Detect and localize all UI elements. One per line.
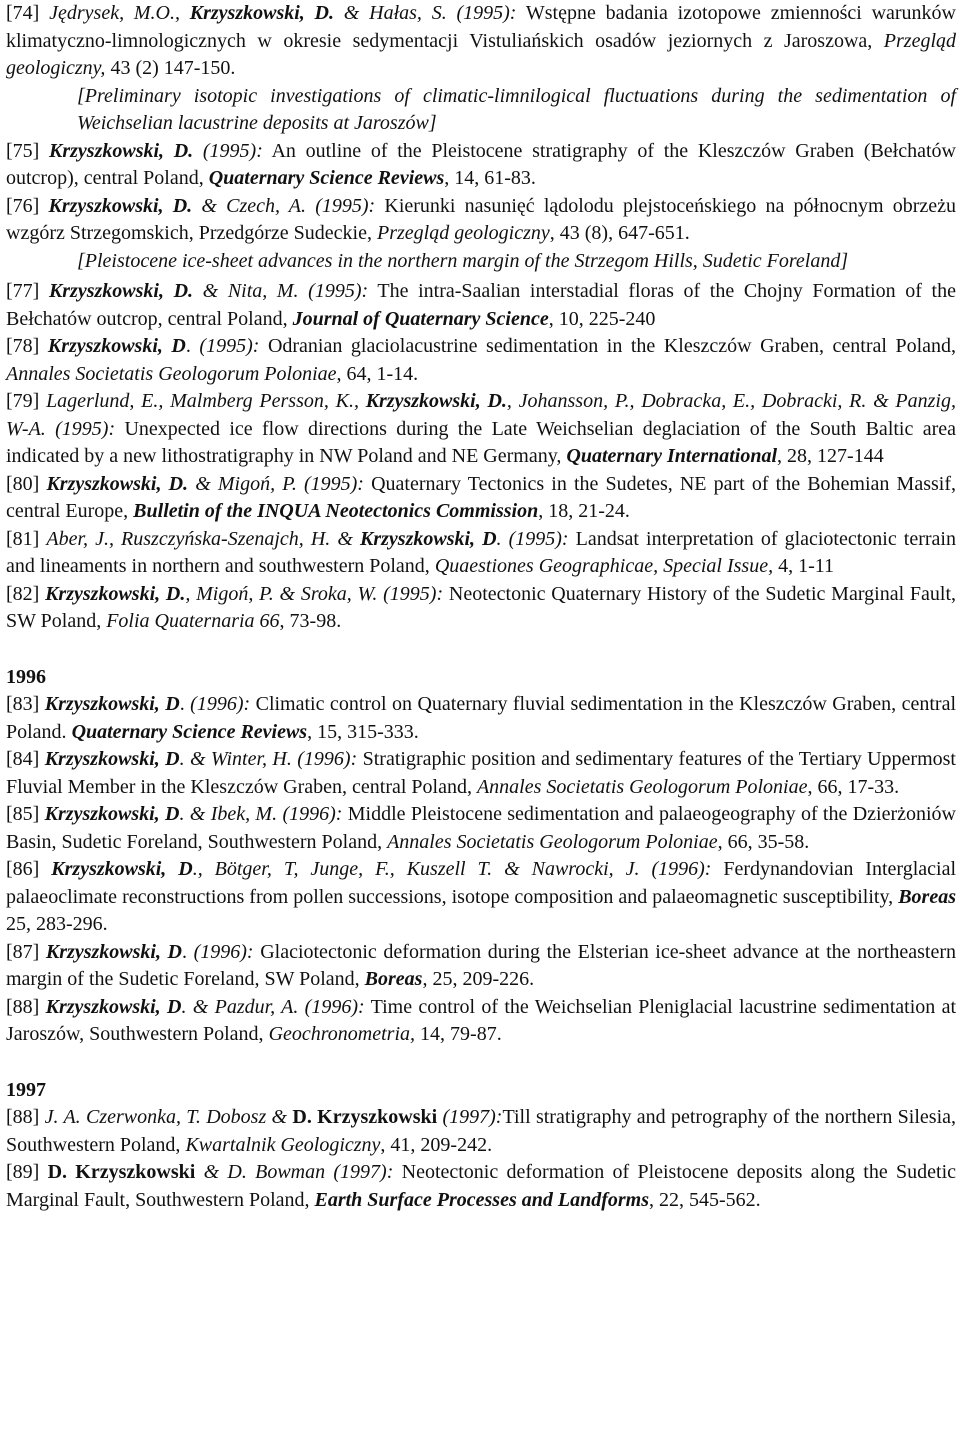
ref-year: (1995): [306, 194, 376, 217]
ref-title: Ferdynandovian Interglacial palaeoclimate reconstructions from pollen successions, isotope composition and palaeomagnetic susceptibility, [6, 858, 956, 908]
ref-main-author: Krzyszkowski, D. [48, 194, 193, 217]
ref-number: [79] [6, 390, 47, 412]
ref-main-author: Krzyszkowski, D. [48, 280, 194, 302]
ref-title: Neotectonic Quaternary History of the Sudetic Marginal Fault, SW Poland, [6, 582, 957, 632]
ref-number: [88] [6, 1106, 45, 1128]
ref-title: Unexpected ice flow directions during the Late Weichselian deglaciation of the South Baltic area indicated by a new lithostratigraphy in NW Poland and NE Germany, [6, 417, 957, 467]
ref-journal: Geochronometria, [268, 1023, 416, 1045]
reference-entry-83 [6, 691, 956, 746]
ref-pages: , 41, 209-242. [380, 1133, 493, 1156]
ref-number: [76] [6, 194, 49, 217]
ref-title: Time control of the Weichselian Pleniglacial lacustrine sedimentation at Jaroszów, Southwestern Poland, [6, 995, 957, 1045]
ref-journal: Journal of Quaternary Science [292, 307, 549, 330]
ref-pages: , 73-98. [279, 610, 342, 632]
ref-year: (1997): [325, 1161, 394, 1183]
ref-coauthors: . [496, 527, 502, 550]
ref-coauthors: . [182, 940, 187, 963]
reference-entry-78 [6, 333, 956, 388]
ref-title: Kierunki nasunięć lądolodu plejstoceńskiego na północnym obrzeżu wzgórz Strzegomskich, Przedgórze Sudeckie, [6, 194, 957, 244]
ref-year: (1996): [639, 858, 712, 880]
ref-number: [81] [6, 527, 47, 550]
ref-title: Stratigraphic position and sedimentary features of the Tertiary Uppermost Fluvial Member in the Kleszczów Graben, central Poland, [6, 748, 956, 798]
reference-entry-76 [6, 193, 956, 248]
ref-title: Landsat interpretation of glaciotectonic terrain and lineaments in northern and southwestern Poland, [6, 527, 956, 577]
ref-coauthors: . [179, 693, 185, 715]
ref-pages: , 25, 209-226. [422, 968, 535, 990]
ref-journal: Boreas [898, 885, 956, 908]
ref-title: Middle Pleistocene sedimentation and palaeogeography of the Dzierżoniów Basin, Sudetic Foreland, Southwestern Poland, [6, 803, 956, 853]
ref-year: (1995): [45, 417, 116, 440]
ref-year: (1996): [187, 940, 254, 963]
ref-number: [74] [6, 2, 40, 24]
ref-coauthors: . [185, 335, 191, 357]
ref-coauthors: & D. Bowman [195, 1161, 326, 1183]
ref-journal: Quaestiones Geographicae, Special Issue, [434, 555, 774, 577]
ref-coauthors: & Czech, A. [192, 194, 307, 217]
ref-journal: Annales Societatis Geologorum Poloniae [387, 830, 718, 853]
ref-journal: Przegląd geologiczny, [6, 29, 956, 79]
ref-year: (1996): [277, 803, 343, 825]
ref-journal: Annales Societatis Geologorum Poloniae [6, 362, 337, 385]
ref-year: (1997): [437, 1106, 503, 1128]
ref-year: (1996): [184, 693, 251, 715]
ref-number: [77] [6, 280, 49, 302]
reference-entry-74 [6, 0, 956, 83]
ref-number: [88] [6, 995, 46, 1018]
ref-authors: Jędrysek, M.O., [49, 2, 190, 24]
ref-pages: 4, 1-11 [773, 555, 834, 577]
ref-coauthors: & Migoń, P. [188, 472, 297, 495]
ref-pages: , 15, 315-333. [307, 720, 419, 743]
ref-coauthors: , Johansson, P., Dobracka, E., Dobracki, R. & Panzig, W-A. [6, 390, 956, 440]
ref-journal: Boreas [364, 968, 423, 990]
ref-main-author: Krzyszkowski, D. [46, 472, 189, 495]
ref-pages: , 64, 1-14. [336, 362, 419, 385]
ref-coauthors: . & Ibek, M. [179, 803, 278, 825]
reference-entry-87 [6, 939, 956, 994]
ref-coauthors: ., Bötger, T, Junge, F., Kuszell T. & Nawrocki, J. [192, 858, 640, 880]
ref-year: (1995): [298, 280, 369, 302]
reference-entry-89 [6, 1159, 956, 1214]
ref-coauthors: & Hałas, S. [334, 2, 447, 24]
ref-authors: Lagerlund, E., Malmberg Persson, K., [46, 390, 366, 412]
ref-number: [86] [6, 858, 52, 880]
ref-main-author: Krzyszkowski, D. [45, 582, 186, 605]
ref-year: (1995): [377, 582, 444, 605]
ref-pages: , 18, 21-24. [538, 500, 630, 522]
ref-main-author: Krzyszkowski, D. [49, 139, 194, 162]
ref-main-author: Krzyszkowski, D. [365, 390, 507, 412]
ref-number: [89] [6, 1161, 48, 1183]
ref-pages: , 66, 35-58. [717, 830, 810, 853]
reference-entry-79 [6, 388, 956, 471]
ref-pages: , 14, 61-83. [444, 167, 536, 189]
ref-year: (1996): [291, 748, 358, 770]
reference-entry-82 [6, 581, 956, 636]
ref-number: [87] [6, 940, 46, 963]
ref-journal: Quaternary International [566, 445, 778, 467]
ref-main-author: Krzyszkowski, D. [189, 2, 335, 24]
translation-note-74: [Preliminary isotopic investigations of climatic-limnilogical fluctuations during the sedimentation of Weichselian lacustrine deposits at Jaroszów] [77, 84, 956, 134]
ref-coauthors: . & Pazdur, A. [181, 995, 299, 1018]
ref-pages: , 66, 17-33. [807, 775, 900, 798]
reference-entry-85 [6, 801, 956, 856]
ref-pages: 14, 79-87. [415, 1023, 502, 1045]
bibliography-page [6, 0, 956, 1214]
ref-title: Climatic control on Quaternary fluvial sedimentation in the Kleszczów Graben, central Poland. [6, 693, 956, 743]
ref-year: (1996): [298, 995, 365, 1018]
ref-title: Quaternary Tectonics in the Sudetes, NE part of the Bohemian Massif, central Europe, [6, 472, 956, 522]
ref-year: (1995): [193, 139, 263, 162]
ref-pages: , 43 (8), 647-651. [549, 222, 690, 244]
ref-main-author: Krzyszkowski, D [360, 527, 497, 550]
ref-pages: , 28, 127-144 [777, 445, 884, 467]
ref-title: An outline of the Pleistocene stratigraphy of the Kleszczów Graben (Bełchatów outcrop), central Poland, [6, 139, 956, 189]
ref-journal: Quaternary Science Reviews [71, 720, 308, 743]
ref-main-author: Krzyszkowski, D [44, 803, 180, 825]
ref-journal: Folia Quaternaria 66 [106, 610, 280, 632]
ref-title: The intra-Saalian interstadial floras of the Chojny Formation of the Bełchatów outcrop, central Poland, [6, 280, 956, 330]
ref-number: [82] [6, 582, 46, 605]
ref-journal: Annales Societatis Geologorum Poloniae [476, 775, 808, 798]
ref-number: [75] [6, 139, 50, 162]
ref-journal: Kwartalnik Geologiczny [185, 1133, 381, 1156]
ref-main-author: Krzyszkowski, D [47, 335, 186, 357]
reference-entry-80 [6, 471, 956, 526]
ref-title: Wstępne badania izotopowe zmienności warunków klimatyczno-limnologicznych w okresie sedymentacji Vistuliańskich osadów jeziornych z Jaroszowa, [6, 2, 956, 52]
ref-main-author: Krzyszkowski, D [44, 693, 180, 715]
ref-number: [78] [6, 335, 48, 357]
ref-year: (1995): [501, 527, 569, 550]
reference-entry-86 [6, 856, 956, 939]
ref-main-author: Krzyszkowski, D [44, 748, 180, 770]
reference-entry-75 [6, 138, 956, 193]
ref-main-author: Krzyszkowski, D [51, 858, 193, 880]
ref-journal: Przegląd geologiczny [377, 222, 550, 244]
ref-main-author: Krzyszkowski, D [45, 940, 182, 963]
translation-note-76: [Pleistocene ice-sheet advances in the northern margin of the Strzegom Hills, Sudetic Foreland] [77, 249, 849, 272]
ref-number: [80] [6, 472, 47, 495]
ref-main-author: D. Krzyszkowski [292, 1106, 438, 1128]
ref-number: [84] [6, 748, 45, 770]
reference-entry-84 [6, 746, 956, 801]
ref-pages: , 22, 545-562. [648, 1188, 761, 1211]
ref-title: Glaciotectonic deformation during the Elsterian ice-sheet advance at the northeastern margin of the Sudetic Foreland, SW Poland, [6, 940, 956, 990]
ref-title: Odranian glaciolacustrine sedimentation in the Kleszczów Graben, central Poland, [259, 335, 956, 357]
ref-year: (1995): [446, 2, 517, 24]
year-heading-1996: 1996 [6, 665, 46, 688]
ref-coauthors: . & Winter, H. [179, 748, 292, 770]
ref-journal: Quaternary Science Reviews [208, 167, 445, 189]
ref-coauthors: , Migoń, P. & Sroka, W. [185, 582, 378, 605]
ref-pages: 25, 283-296. [6, 913, 108, 935]
ref-authors: Aber, J., Ruszczyńska-Szenajch, H. & [46, 527, 360, 550]
ref-main-author: Krzyszkowski, D [45, 995, 182, 1018]
ref-main-author: D. Krzyszkowski [47, 1161, 196, 1183]
reference-entry-81 [6, 526, 956, 581]
reference-entry-88-1997 [6, 1104, 956, 1159]
reference-entry-88 [6, 994, 956, 1049]
ref-pages: , 10, 225-240 [548, 307, 656, 330]
ref-journal: Bulletin of the INQUA Neotectonics Commission [133, 500, 539, 522]
ref-year: (1995): [296, 472, 364, 495]
ref-coauthors: & Nita, M. [193, 280, 299, 302]
reference-entry-77 [6, 278, 956, 333]
year-heading-1997: 1997 [6, 1078, 46, 1101]
ref-title: Till stratigraphy and petrography of the northern Silesia, Southwestern Poland, [6, 1106, 957, 1156]
ref-number: [85] [6, 803, 45, 825]
ref-pages: 43 (2) 147-150. [105, 57, 236, 79]
ref-authors: J. A. Czerwonka, T. Dobosz & [44, 1106, 293, 1128]
ref-title: Neotectonic deformation of Pleistocene deposits along the Sudetic Marginal Fault, Southwestern Poland, [6, 1161, 956, 1211]
ref-year: (1995): [190, 335, 260, 357]
ref-number: [83] [6, 693, 45, 715]
ref-journal: Earth Surface Processes and Landforms [314, 1188, 649, 1211]
